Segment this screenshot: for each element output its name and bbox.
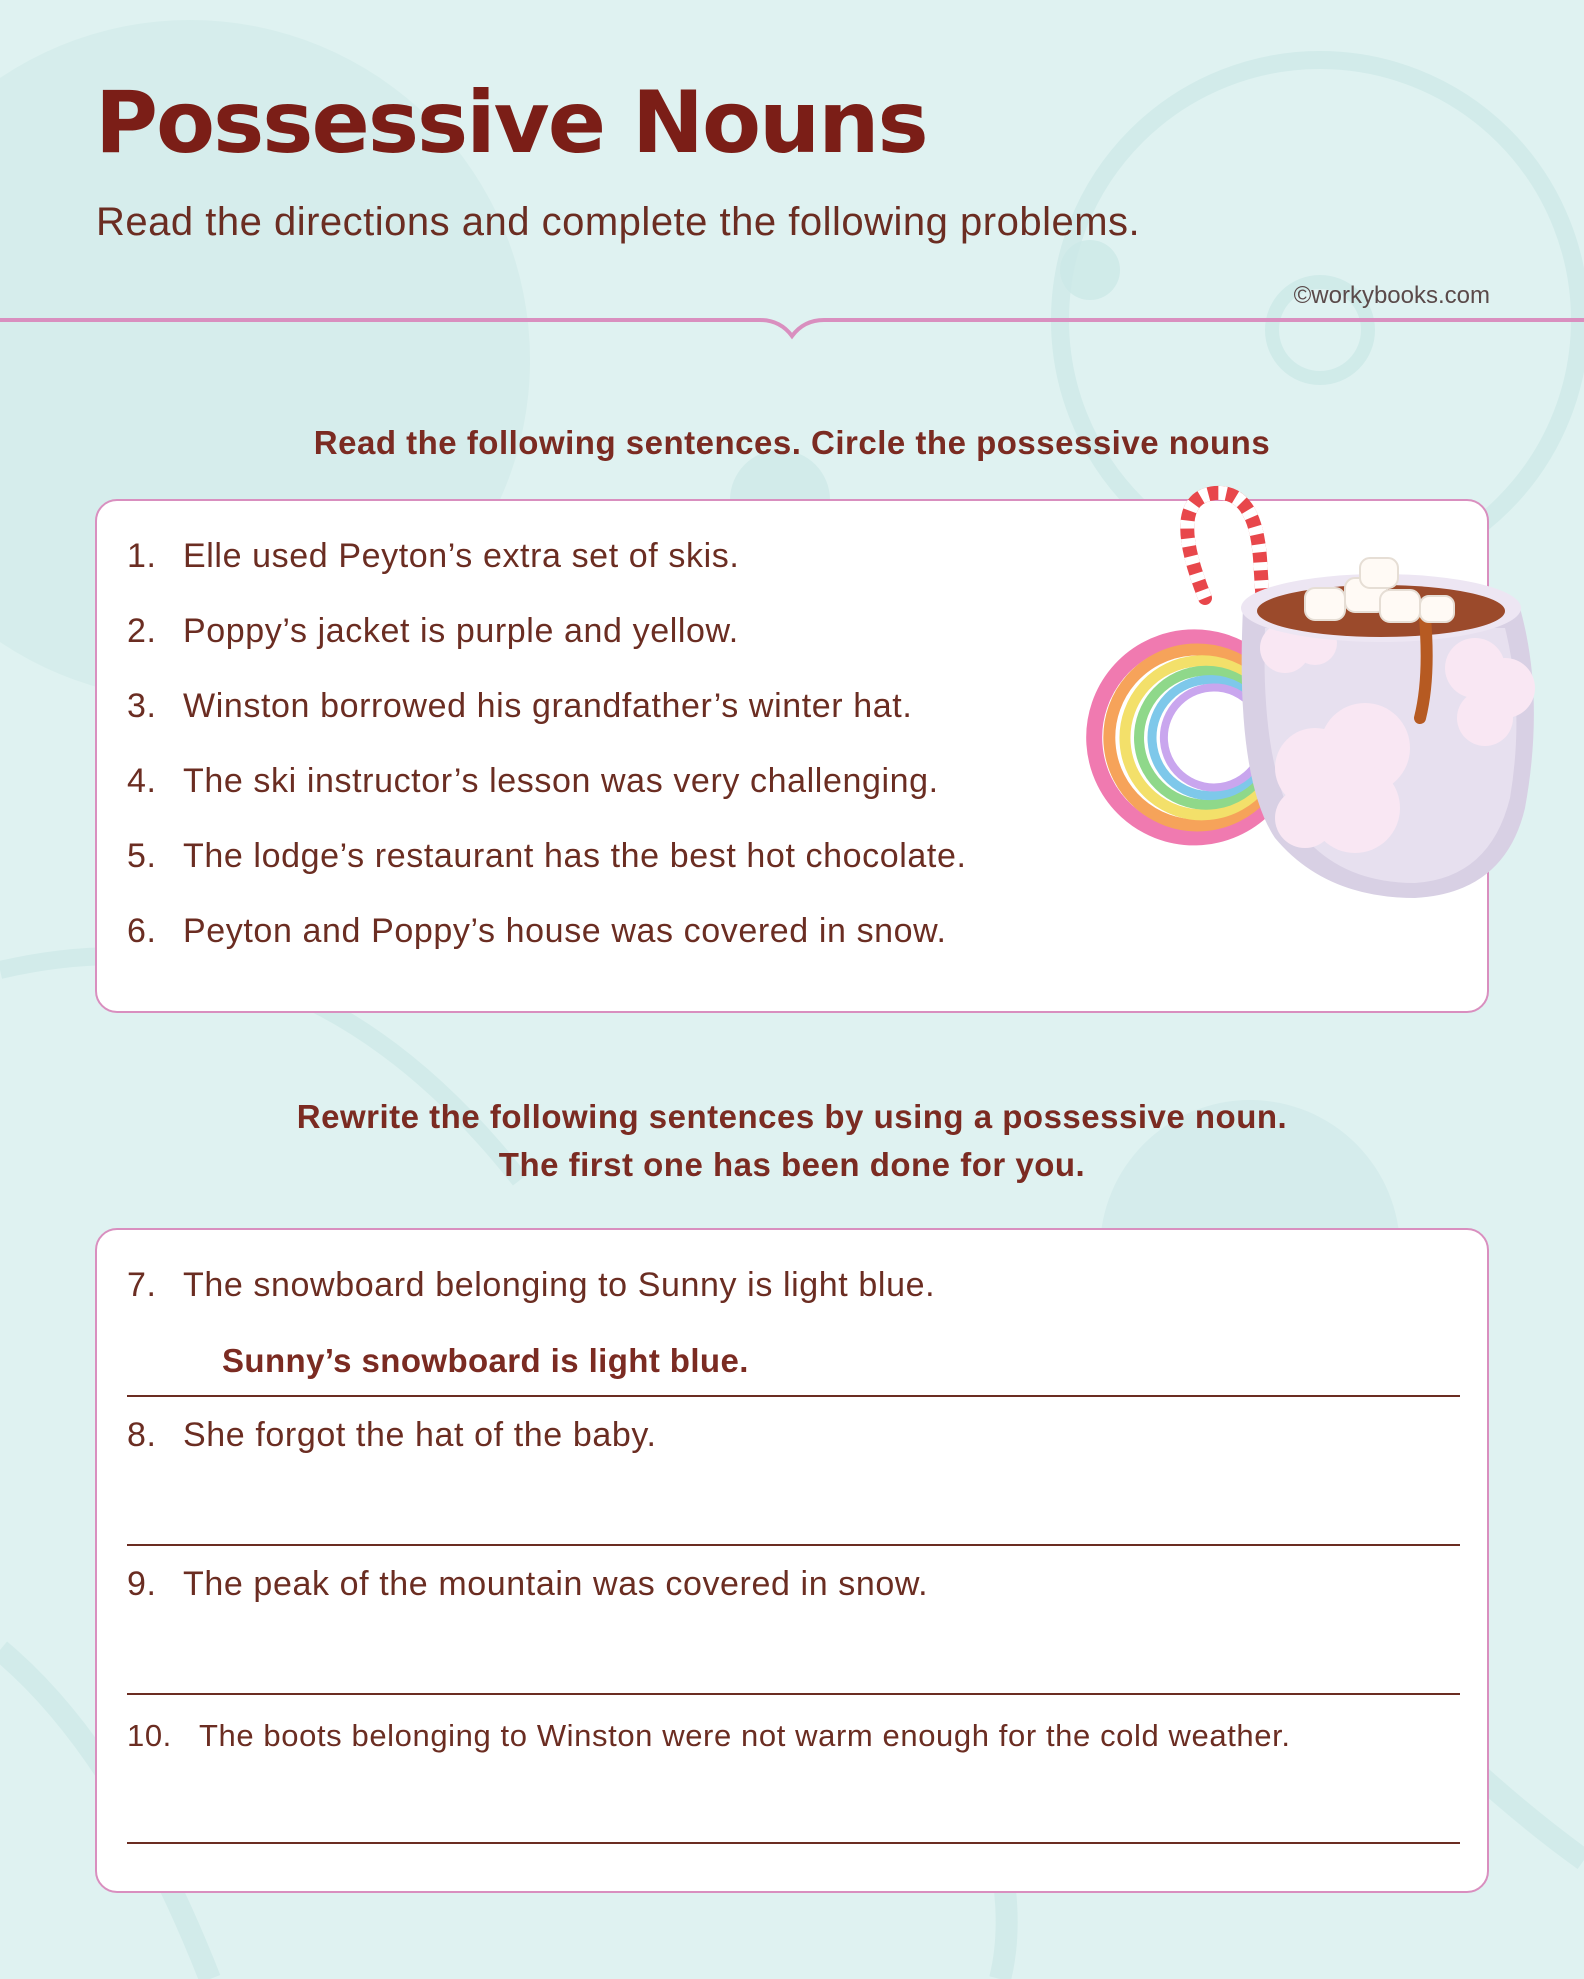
item-text: The lodge’s restaurant has the best hot chocolate. (183, 837, 967, 875)
item-text: The peak of the mountain was covered in snow. (183, 1565, 929, 1603)
item-number: 9. (127, 1565, 157, 1603)
list-item (127, 1266, 935, 1305)
section2-heading: Rewrite the following sentences by using a possessive noun. The first one has been done for you. (296, 1098, 1288, 1183)
list-item (127, 912, 947, 951)
list-item (127, 612, 739, 651)
list-item (127, 687, 912, 726)
list-item (127, 1565, 928, 1604)
item-number: 3. (127, 687, 157, 725)
answer-line[interactable] (127, 1842, 1460, 1844)
item-text: Poppy’s jacket is purple and yellow. (183, 612, 739, 650)
item-text: Peyton and Poppy’s house was covered in snow. (183, 912, 947, 950)
item-number: 4. (127, 762, 157, 800)
page-subtitle: Read the directions and complete the following problems. (96, 200, 1141, 244)
copyright-text: ©workybooks.com (1293, 282, 1490, 309)
header-divider (0, 310, 1584, 350)
item-number: 1. (127, 537, 157, 575)
page-title: Possessive Nouns (95, 73, 927, 173)
list-item (127, 762, 939, 801)
item-number: 6. (127, 912, 157, 950)
item-number: 10. (127, 1718, 172, 1753)
answer-text: Sunny’s snowboard is light blue. (222, 1342, 749, 1379)
answer-line[interactable] (127, 1544, 1460, 1546)
item-text: The ski instructor’s lesson was very challenging. (183, 762, 939, 800)
item-text: Elle used Peyton’s extra set of skis. (183, 537, 740, 575)
item-text: Winston borrowed his grandfather’s winter hat. (183, 687, 913, 725)
item-number: 8. (127, 1416, 157, 1454)
item-number: 5. (127, 837, 157, 875)
list-item (127, 537, 739, 576)
item-text: The snowboard belonging to Sunny is light blue. (183, 1266, 936, 1304)
section1-heading: Read the following sentences. Circle the possessive nouns (313, 424, 1271, 461)
answer-line[interactable] (127, 1395, 1460, 1397)
answer-line[interactable] (127, 1693, 1460, 1695)
item-text: The boots belonging to Winston were not warm enough for the cold weather. (199, 1718, 1291, 1753)
item-number: 7. (127, 1266, 157, 1304)
list-item (127, 837, 967, 876)
section2-card (95, 1228, 1489, 1893)
list-item (127, 1718, 1291, 1754)
item-number: 2. (127, 612, 157, 650)
list-item (127, 1416, 657, 1455)
hot-chocolate-mug-icon (1065, 478, 1545, 908)
item-text: She forgot the hat of the baby. (183, 1416, 657, 1454)
